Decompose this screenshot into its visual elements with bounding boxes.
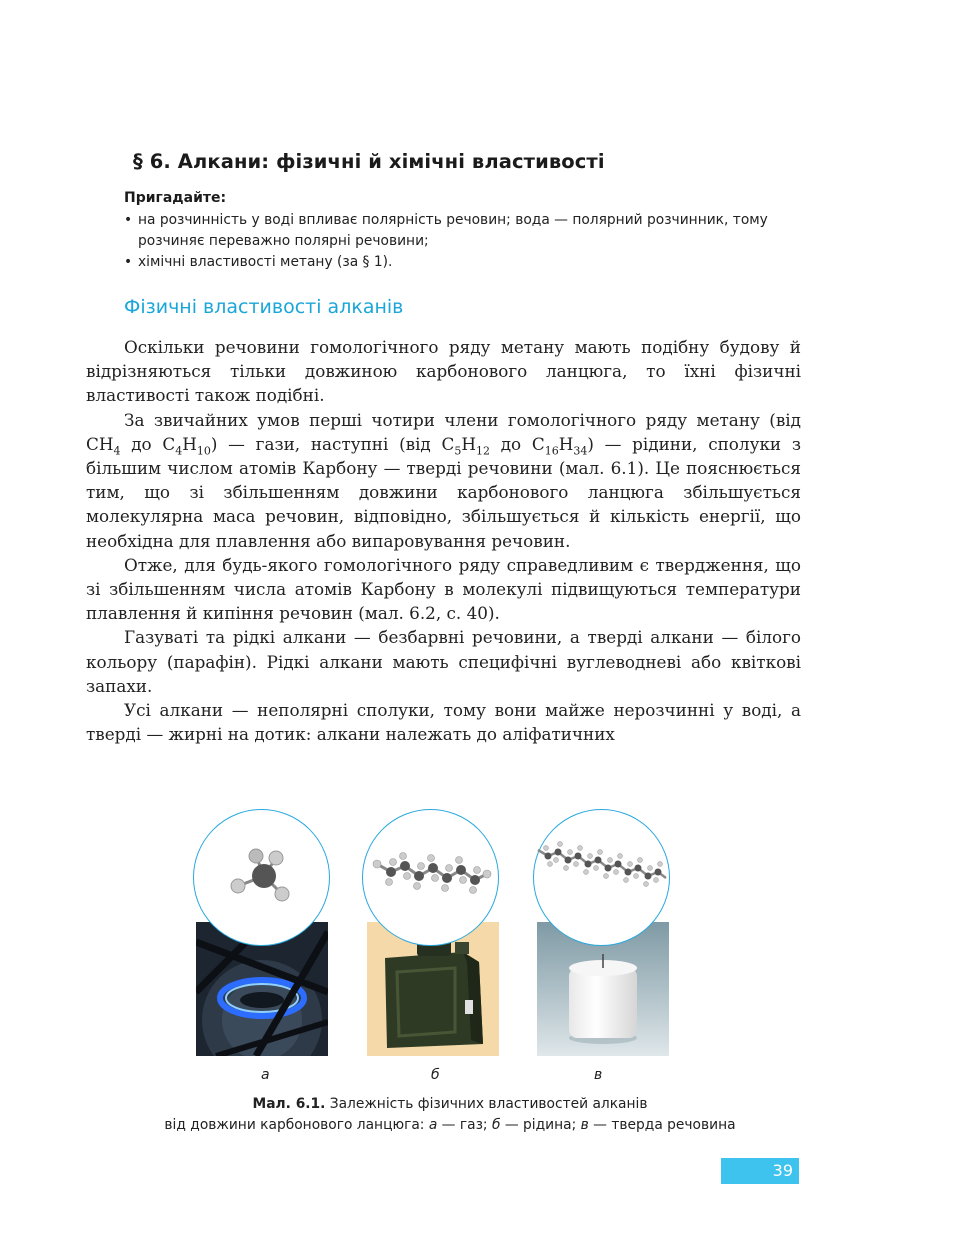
recall-title: Пригадайте: bbox=[124, 190, 227, 206]
long-alkane-chain-icon bbox=[533, 809, 670, 946]
recall-list bbox=[124, 210, 804, 273]
recall-item-text: на розчинність у воді впливає полярність речовин; вода — полярний розчинник, тому розчиняє переважно полярні речовини; bbox=[138, 212, 768, 249]
paragraph: Усі алкани — неполярні сполуки, тому вони майже нерозчинні у воді, а тверді — жирні на дотик: алкани належать до аліфатичних bbox=[86, 700, 801, 745]
figure-label-a: а bbox=[261, 1067, 270, 1083]
figure-label-c: в bbox=[594, 1067, 603, 1083]
body-text bbox=[86, 335, 801, 746]
methane-molecule-icon bbox=[193, 809, 330, 946]
figure-caption: Мал. 6.1. Залежність фізичних властивостей алканів від довжини карбонового ланцюга: а — газ; б — рідина; в — тверда речовина bbox=[164, 1096, 736, 1133]
list-item: • на розчинність у воді впливає полярність речовин; вода — полярний розчинник, тому розчиняє переважно полярні речовини; bbox=[124, 212, 768, 249]
paragraph: За звичайних умов перші чотири члени гомологічного ряду метану (від $CH_4$ до $C_4H_{10}$) — гази, наступні (від $C_5H_{12}$ до $C_{16}H_{34}$) — рідини, сполуки з більшим числом атомів Карбону — тверді речовини (мал. 6.1). Це пояснюється тим, що зі збільшенням довжини карбонового ланцюга збільшується молекулярна маса речовин, відповідно, збільшується й кількість енергії, що необхідна для плавлення або випаровування речовин. bbox=[86, 409, 801, 551]
caption-label: Мал. 6.1. bbox=[252, 1096, 326, 1112]
list-item: • хімічні властивості метану (за § 1). bbox=[124, 254, 393, 270]
section-title: Фізичні властивості алканів bbox=[124, 296, 404, 318]
page-number: 39 bbox=[721, 1158, 799, 1184]
page-title: § 6. Алкани: фізичні й хімічні властивості bbox=[133, 150, 605, 173]
paragraph: Отже, для будь-якого гомологічного ряду справедливим є твердження, що зі збільшенням числа атомів Карбону в молекулі підвищуються температури плавлення й кипіння речовин (мал. 6.2, с. 40). bbox=[86, 554, 801, 624]
figure-label-b: б bbox=[431, 1067, 440, 1083]
paragraph: Газуваті та рідкі алкани — безбарвні речовини, а тверді алкани — білого кольору (парафін). Рідкі алкани мають специфічні вуглеводневі або квіткові запахи. bbox=[86, 627, 801, 696]
octane-molecule-icon bbox=[362, 809, 499, 946]
paragraph: Оскільки речовини гомологічного ряду метану мають подібну будову й відрізняються тільки довжиною карбонового ланцюга, то їхні фізичні властивості також подібні. bbox=[86, 337, 801, 406]
recall-item-text: хімічні властивості метану (за § 1). bbox=[138, 254, 393, 270]
